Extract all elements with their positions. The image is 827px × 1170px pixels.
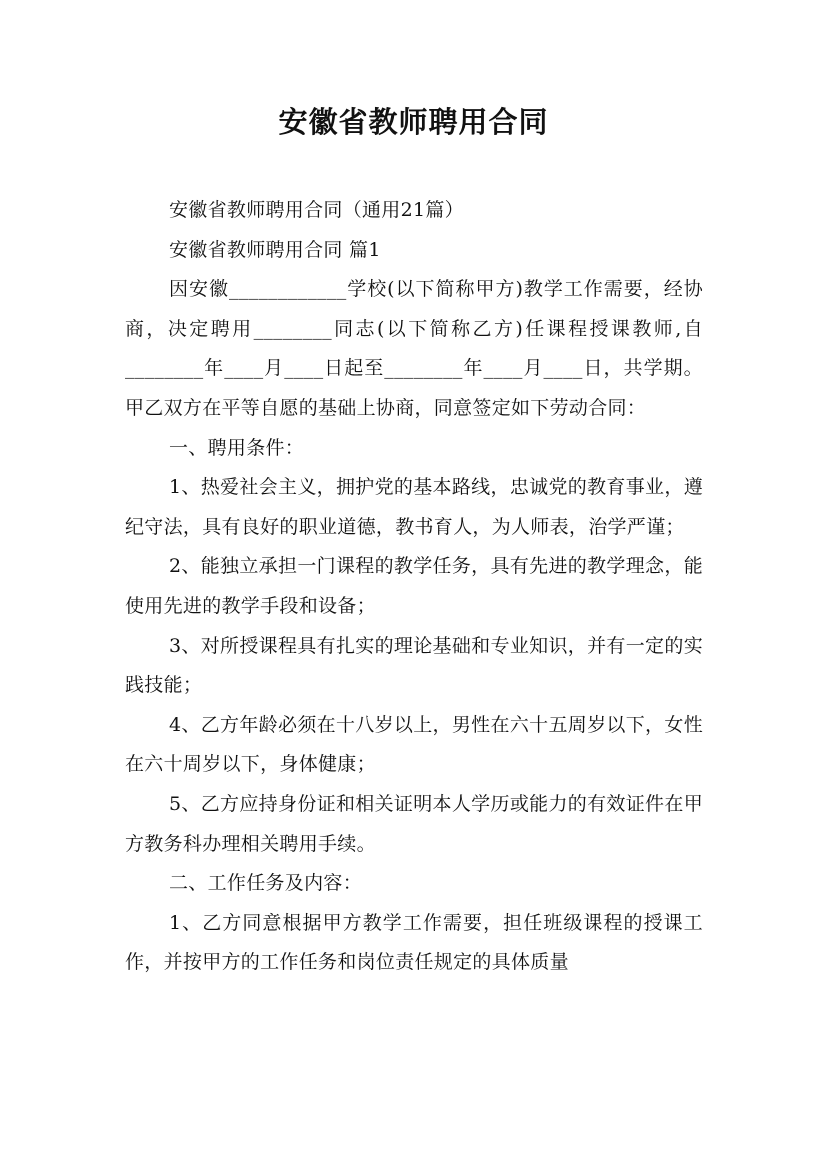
- intro-paragraph: 因安徽____________学校(以下简称甲方)教学工作需要，经协商，决定聘用________同志(以下简称乙方)任课程授课教师,自________年____月____日起至________年____月____日，共学期。甲乙双方在平等自愿的基础上协商，同意签定如下劳动合同：: [125, 278, 703, 419]
- section-heading: 安徽省教师聘用合同 篇1: [169, 238, 381, 261]
- document-title: 安徽省教师聘用合同: [278, 105, 549, 139]
- clause-item: 2、能独立承担一门课程的教学任务，具有先进的教学理念，能使用先进的教学手段和设备；: [125, 555, 703, 617]
- clause-heading: 二、工作任务及内容：: [169, 872, 363, 895]
- clause-item: 4、乙方年龄必须在十八岁以上，男性在六十五周岁以下，女性在六十周岁以下，身体健康；: [125, 713, 703, 776]
- clause-item: 1、热爱社会主义，拥护党的基本路线，忠诚党的教育事业，遵纪守法，具有良好的职业道德，教书育人，为人师表，治学严谨；: [125, 476, 703, 538]
- clause-item: 5、乙方应持身份证和相关证明本人学历或能力的有效证件在甲方教务科办理相关聘用手续。: [125, 792, 703, 855]
- clause-item: 1、乙方同意根据甲方教学工作需要，担任班级课程的授课工作，并按甲方的工作任务和岗位责任规定的具体质量: [125, 911, 703, 974]
- clause-item: 3、对所授课程具有扎实的理论基础和专业知识，并有一定的实践技能；: [125, 634, 703, 697]
- subtitle-paragraph: 安徽省教师聘用合同（通用21篇）: [169, 199, 464, 221]
- document-body: [125, 191, 703, 983]
- clause-heading: 一、聘用条件：: [169, 436, 305, 459]
